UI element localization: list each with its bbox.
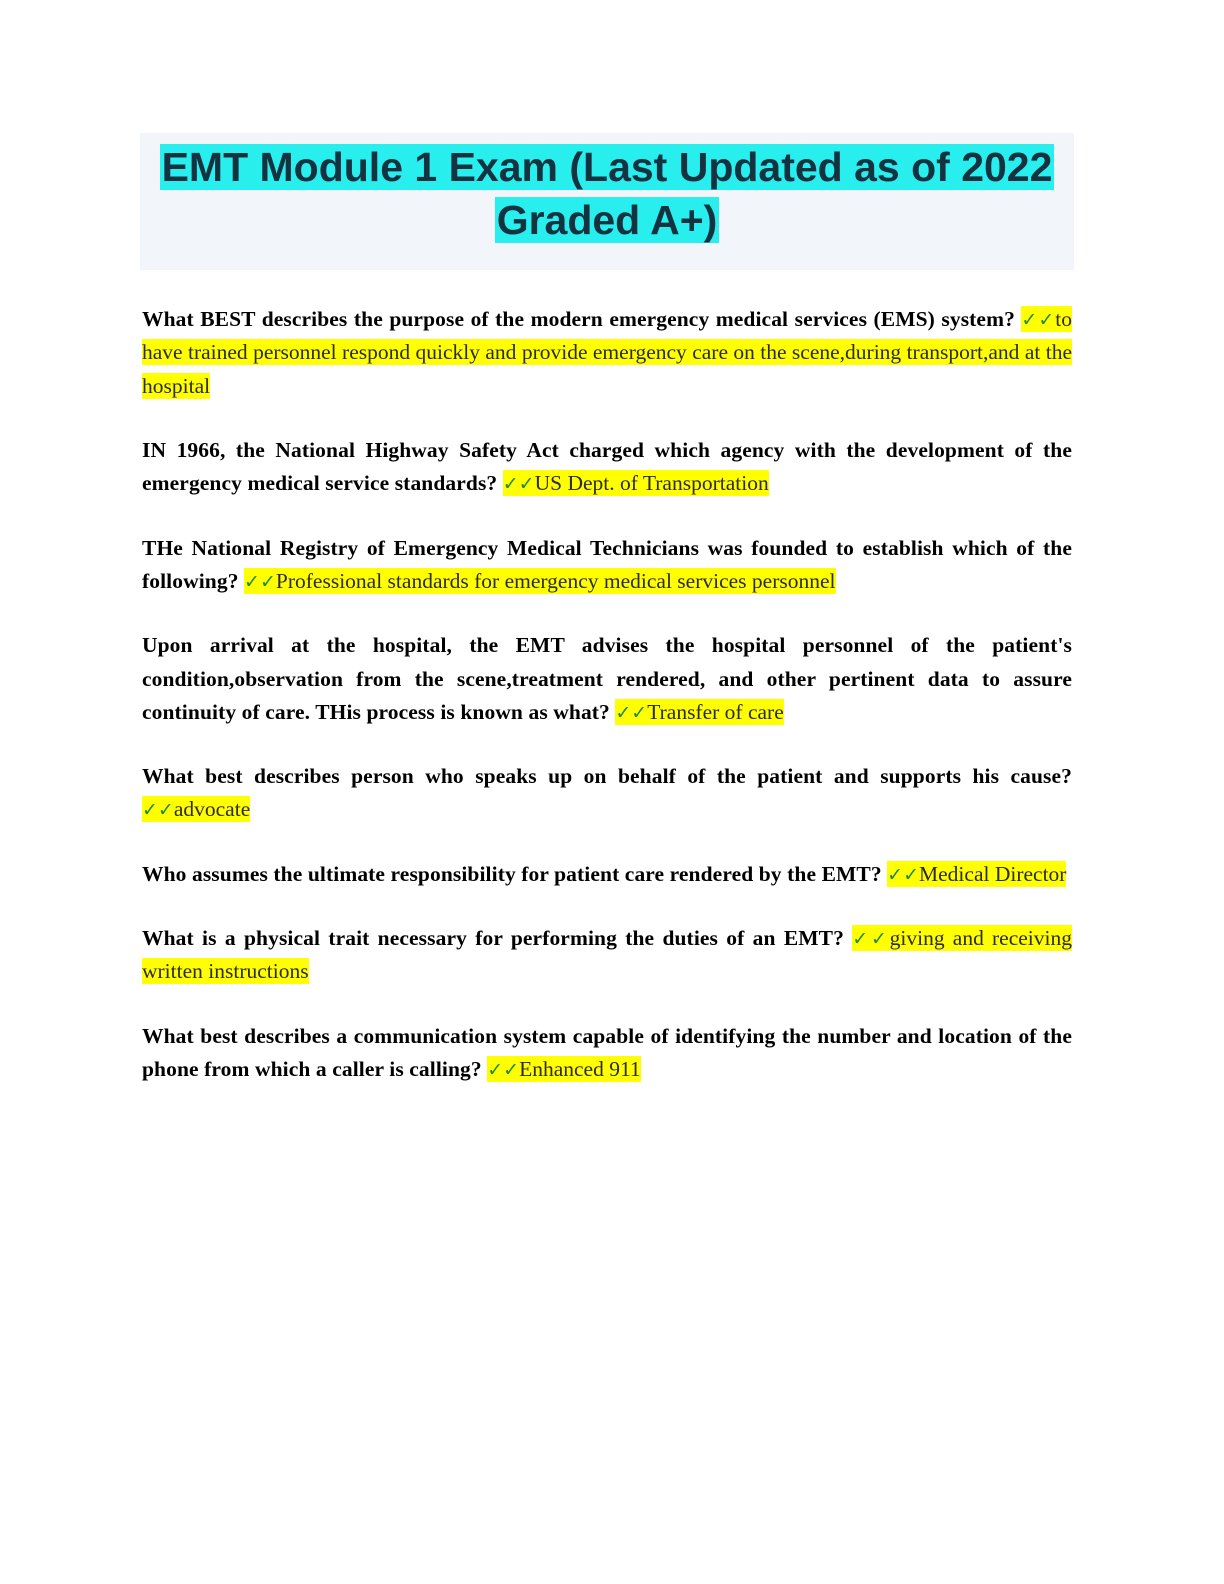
check-icon: ✓✓ — [615, 701, 648, 724]
check-icon: ✓✓ — [502, 473, 535, 496]
check-icon: ✓✓ — [244, 570, 276, 593]
qa-item — [142, 303, 1072, 403]
answer-text — [487, 1056, 640, 1082]
question-text: What is a physical trait necessary for performing the duties of an EMT? — [142, 926, 853, 951]
page-title — [140, 141, 1074, 248]
answer-text — [615, 699, 783, 725]
question-text: Upon arrival at the hospital, the EMT advises the hospital personnel of the patient's condition,observation from the scene,treatment rendered, and other pertinent data to assure continuity of care. THis process is known as what? — [142, 633, 1072, 724]
answer-value: to have trained personnel respond quickly and provide emergency care on the scene,during transport,and at the hospital — [142, 307, 1072, 398]
question-text: Who assumes the ultimate responsibility for patient care rendered by the EMT? — [142, 861, 888, 886]
check-icon: ✓✓ — [852, 928, 890, 951]
question-text: What best describes person who speaks up on behalf of the patient and supports his cause? — [142, 764, 1072, 789]
qa-item — [142, 629, 1072, 729]
answer-value: Transfer of care — [647, 699, 784, 724]
document-title-block — [140, 133, 1074, 270]
qa-item — [142, 434, 1072, 501]
qa-item — [142, 858, 1072, 891]
check-icon: ✓✓ — [487, 1059, 520, 1081]
answer-value: Professional standards for emergency medical services personnel — [275, 568, 836, 593]
question-text: What BEST describes the purpose of the modern emergency medical services (EMS) system? — [142, 307, 1022, 331]
answer-text — [142, 796, 250, 822]
check-icon: ✓✓ — [887, 863, 920, 886]
question-text: IN 1966, the National Highway Safety Act charged which agency with the development of the emergency medical service standards? — [142, 437, 1072, 496]
answer-value: Medical Director — [919, 861, 1067, 886]
qa-item — [142, 1020, 1072, 1087]
answer-value: US Dept. of Transportation — [534, 471, 769, 496]
answer-text — [244, 568, 835, 594]
question-text: What best describes a communication system capable of identifying the number and location of the phone from which a caller is calling? — [142, 1023, 1072, 1081]
page-title-highlight: EMT Module 1 Exam (Last Updated as of 2022 Graded A+) — [161, 144, 1053, 244]
answer-text — [887, 861, 1066, 887]
answer-value: giving and receiving written instructions — [142, 926, 1072, 984]
check-icon: ✓✓ — [1021, 309, 1056, 331]
qa-list — [142, 303, 1072, 1086]
answer-value: Enhanced 911 — [519, 1057, 641, 1081]
answer-value: advocate — [173, 797, 251, 822]
question-text: THe National Registry of Emergency Medical Technicians was founded to establish which of the following? — [142, 535, 1072, 593]
qa-item — [142, 532, 1072, 599]
check-icon: ✓✓ — [142, 799, 174, 822]
answer-text — [503, 470, 769, 496]
qa-item — [142, 760, 1072, 827]
qa-item — [142, 922, 1072, 989]
